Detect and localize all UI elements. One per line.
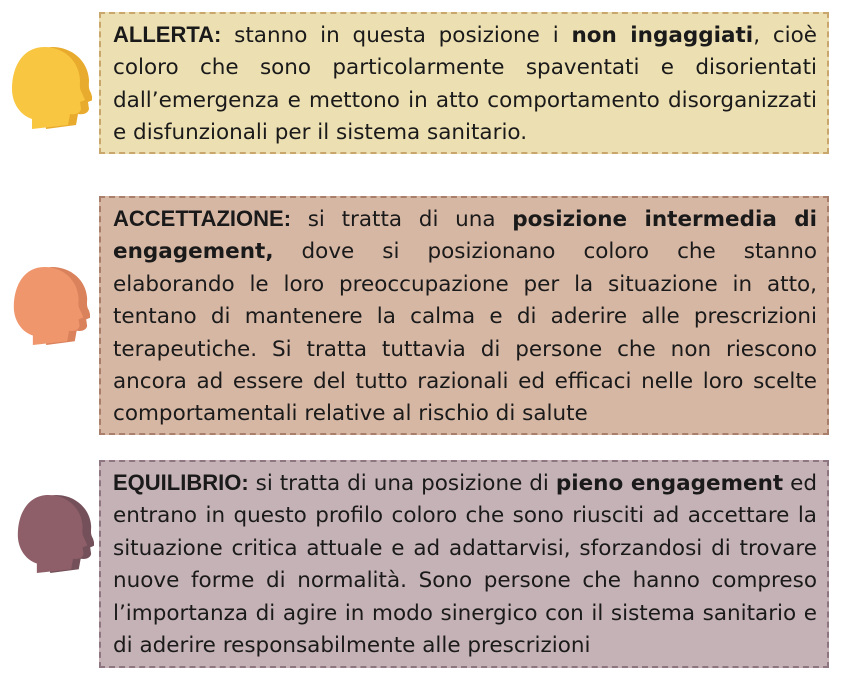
allerta-title: ALLERTA:: [113, 22, 222, 47]
accettazione-title: ACCETTAZIONE:: [113, 206, 292, 231]
equilibrio-box: [99, 460, 829, 668]
accettazione-description: ACCETTAZIONE: si tratta di una posizione intermedia di engagement, dove si posizionano coloro che stanno elaborando le loro preoccupazione per la situazione in atto, tentano di mantenere la calma e di aderire alle prescrizioni terapeutiche. Si tratta tuttavia di persone che non riescono ancora ad essere del tutto razionali ed efficaci nelle loro scelte comportamentali relative al rischio di salute: [113, 206, 817, 427]
head-profile-icon: [8, 45, 92, 131]
accettazione-box: [99, 196, 829, 435]
allerta-highlight: non ingaggiati: [571, 23, 754, 48]
equilibrio-highlight: pieno engagement: [555, 471, 784, 496]
accettazione-highlight: posizione intermedia di engagement,: [113, 207, 817, 265]
equilibrio-title: EQUILIBRIO:: [113, 470, 249, 495]
allerta-box: [99, 12, 829, 154]
equilibrio-description: EQUILIBRIO: si tratta di una posizione di pieno engagement ed entrano in questo profilo coloro che sono riusciti ad accettare la situazione critica attuale e ad adattarvisi, sforzandosi di trovare nuove forme di normalità. Sono persone che hanno compreso l’importanza di agire in modo sinergico con il sistema sanitario e di aderire responsabilmente alle prescrizioni: [113, 470, 817, 659]
head-profile-icon: [14, 493, 94, 575]
head-profile-icon: [10, 265, 90, 347]
allerta-description: ALLERTA: stanno in questa posizione i non ingaggiati, cioè coloro che sono particolarmente spaventati e disorientati dall’emergenza e mettono in atto comportamento disorganizzati e disfunzionali per il sistema sanitario.: [113, 22, 817, 146]
